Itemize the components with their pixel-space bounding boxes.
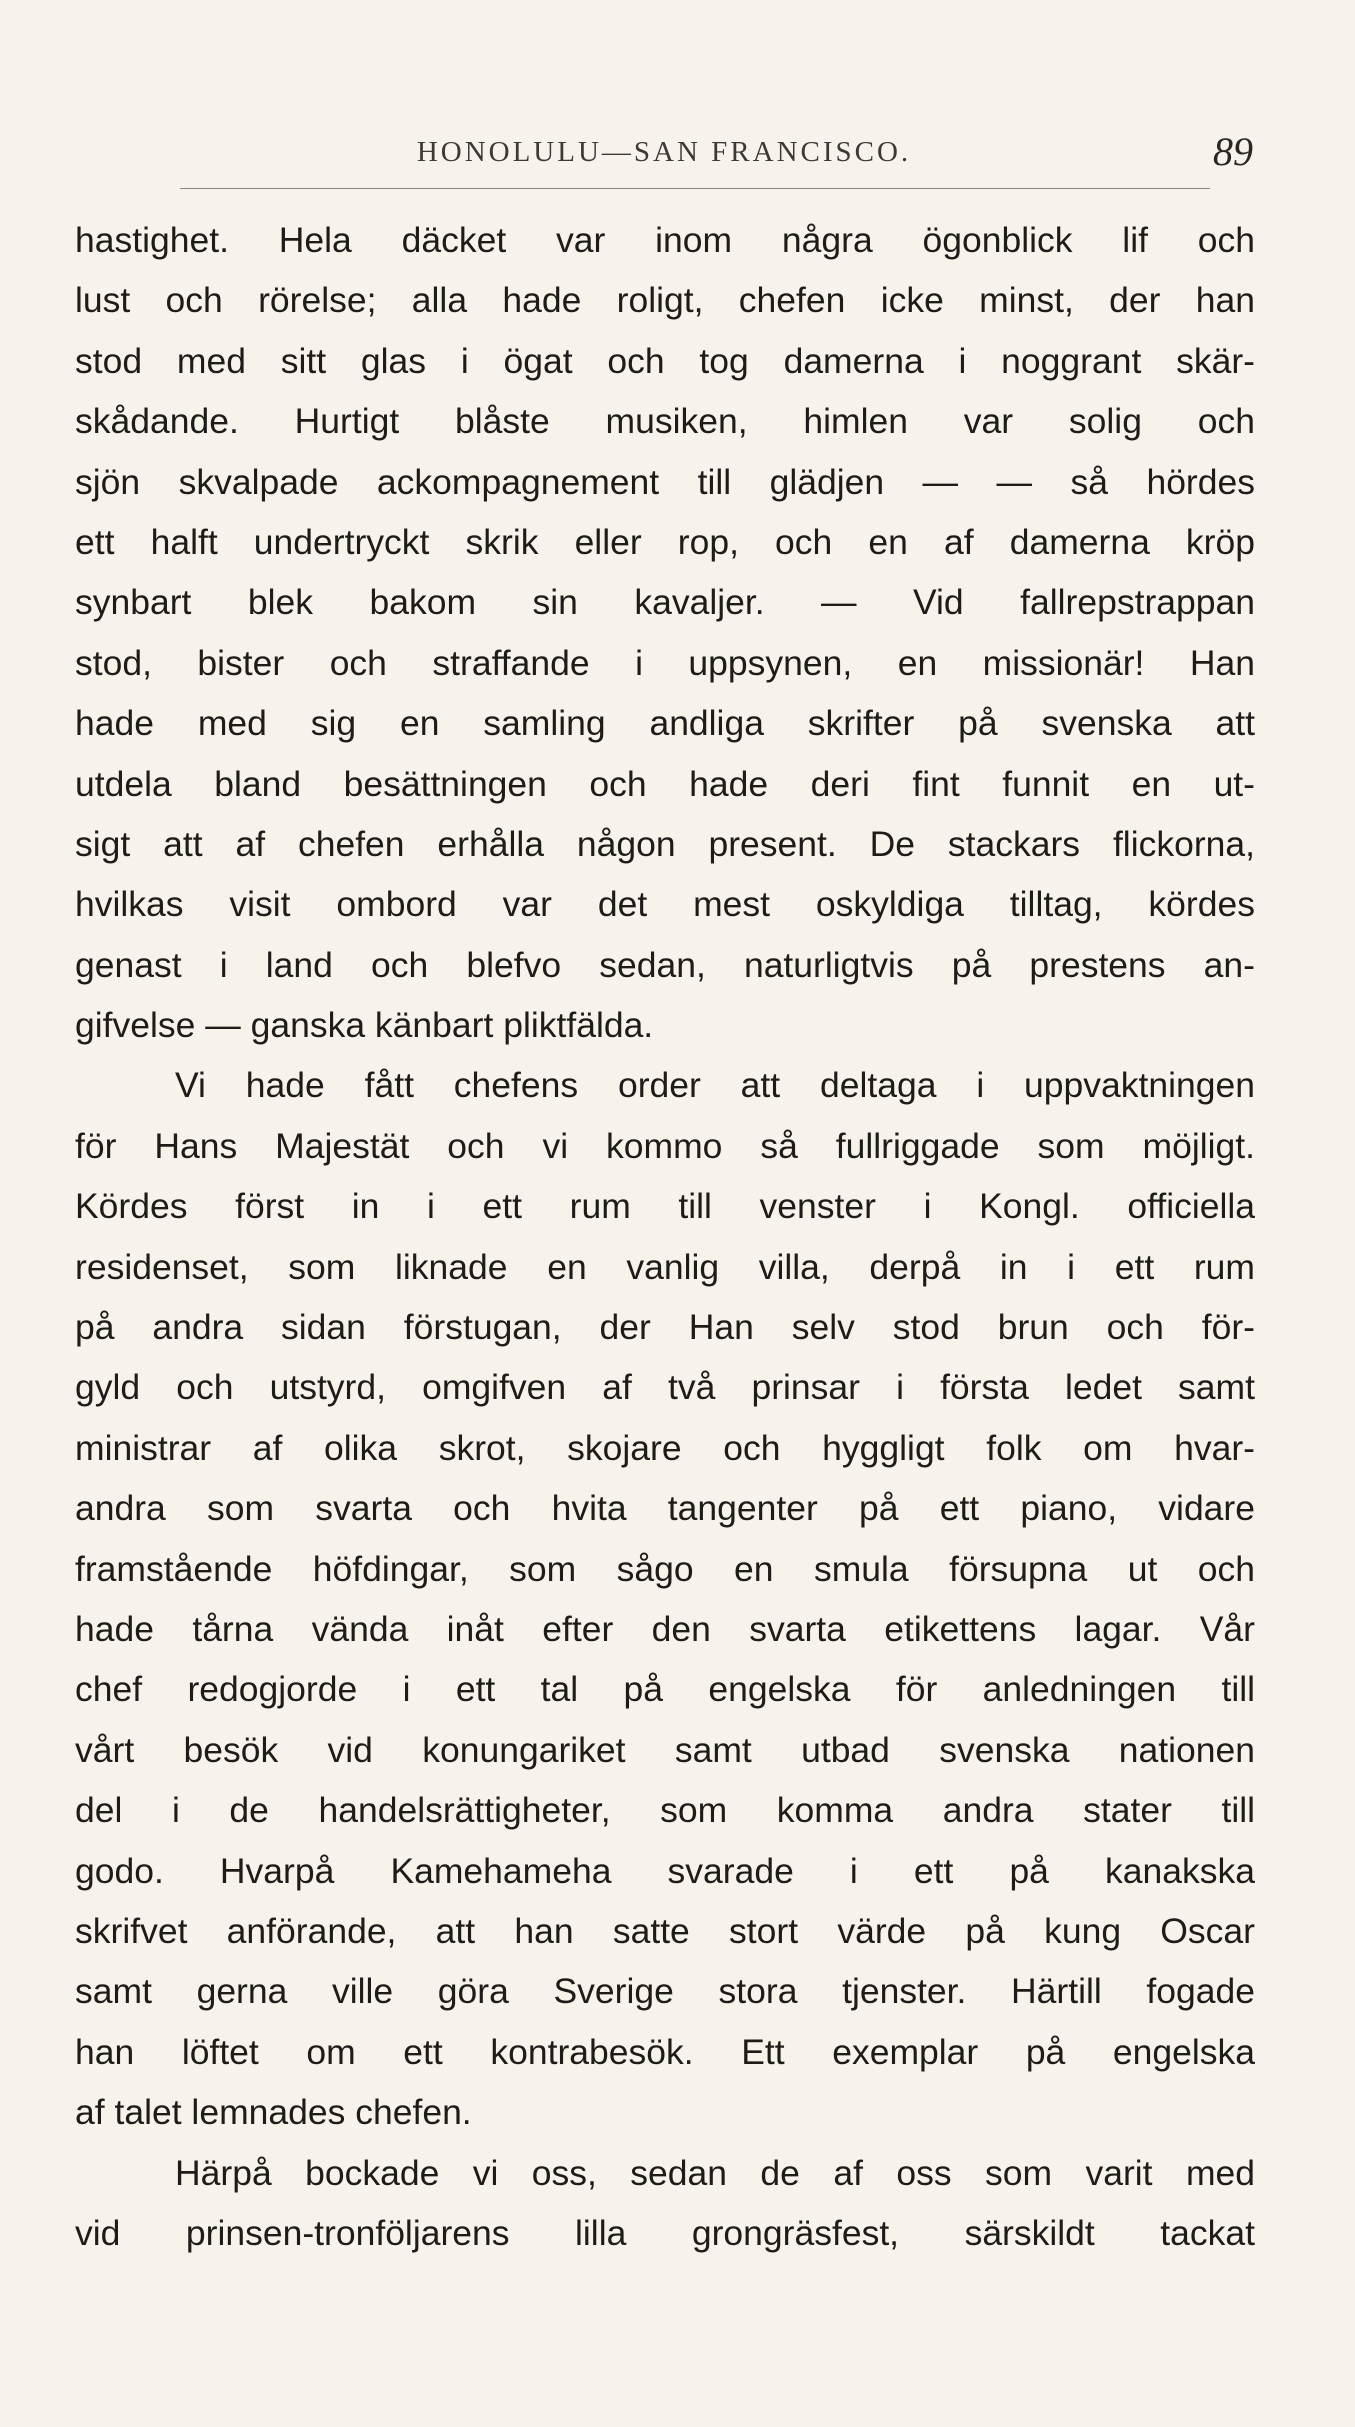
running-head: HONOLULU—SAN FRANCISCO. bbox=[416, 136, 912, 168]
text-line: sigt att af chefen erhålla någon present. De stackars flickorna, bbox=[75, 823, 1255, 864]
text-line: utdela bland besättningen och hade deri fint funnit en ut- bbox=[75, 763, 1255, 804]
text-line: genast i land och blefvo sedan, naturligtvis på prestens an- bbox=[75, 944, 1255, 985]
text-line: residenset, som liknade en vanlig villa, derpå in i ett rum bbox=[75, 1246, 1255, 1287]
text-line: ett halft undertryckt skrik eller rop, och en af damerna kröp bbox=[75, 521, 1255, 562]
text-line: del i de handelsrättigheter, som komma andra stater till bbox=[75, 1790, 1255, 1831]
text-line-paragraph-end: gifvelse — ganska känbart pliktfälda. bbox=[75, 1005, 654, 1046]
text-line: han löftet om ett kontrabesök. Ett exemplar på engelska bbox=[75, 2031, 1255, 2072]
text-line: hvilkas visit ombord var det mest oskyldiga tilltag, kördes bbox=[75, 884, 1255, 925]
text-line: synbart blek bakom sin kavaljer. — Vid fallrepstrappan bbox=[75, 582, 1255, 623]
text-line: lust och rörelse; alla hade roligt, chefen icke minst, der han bbox=[75, 280, 1255, 321]
text-line: hastighet. Hela däcket var inom några ögonblick lif och bbox=[75, 220, 1255, 260]
text-line: på andra sidan förstugan, der Han selv stod brun och för- bbox=[75, 1307, 1255, 1348]
page-number: 89 bbox=[1213, 129, 1253, 174]
text-line: Kördes först in i ett rum till venster i Kongl. officiella bbox=[75, 1186, 1255, 1227]
page-header bbox=[75, 128, 1253, 188]
text-line-paragraph-end: af talet lemnades chefen. bbox=[75, 2092, 472, 2133]
text-line: hade med sig en samling andliga skrifter på svenska att bbox=[75, 703, 1255, 744]
text-line-paragraph-start: Vi hade fått chefens order att deltaga i uppvaktningen bbox=[175, 1065, 1255, 1106]
text-line: gyld och utstyrd, omgifven af två prinsar i första ledet samt bbox=[75, 1367, 1255, 1408]
text-line: samt gerna ville göra Sverige stora tjenster. Härtill fogade bbox=[75, 1971, 1255, 2012]
text-line: vid prinsen-tronföljarens lilla grongräsfest, särskildt tackat bbox=[75, 2212, 1255, 2253]
text-line: sjön skvalpade ackompagnement till glädjen — — så hördes bbox=[75, 461, 1255, 502]
text-line: chef redogjorde i ett tal på engelska för anledningen till bbox=[75, 1669, 1255, 1710]
body-text bbox=[75, 210, 1255, 2263]
text-line: skrifvet anförande, att han satte stort värde på kung Oscar bbox=[75, 1910, 1255, 1951]
text-line: hade tårna vända inåt efter den svarta etikettens lagar. Vår bbox=[75, 1608, 1255, 1649]
text-line-paragraph-start: Härpå bockade vi oss, sedan de af oss som varit med bbox=[175, 2152, 1255, 2193]
text-line: framstående höfdingar, som sågo en smula försupna ut och bbox=[75, 1548, 1255, 1589]
text-line: skådande. Hurtigt blåste musiken, himlen var solig och bbox=[75, 401, 1255, 442]
text-line: stod med sitt glas i ögat och tog damerna i noggrant skär- bbox=[75, 340, 1255, 381]
text-line: för Hans Majestät och vi kommo så fullriggade som möjligt. bbox=[75, 1125, 1255, 1166]
text-line: ministrar af olika skrot, skojare och hyggligt folk om hvar- bbox=[75, 1427, 1255, 1468]
text-line: godo. Hvarpå Kamehameha svarade i ett på kanakska bbox=[75, 1850, 1255, 1891]
text-line: andra som svarta och hvita tangenter på ett piano, vidare bbox=[75, 1488, 1255, 1529]
text-line: vårt besök vid konungariket samt utbad svenska nationen bbox=[75, 1729, 1255, 1770]
text-line: stod, bister och straffande i uppsynen, en missionär! Han bbox=[75, 642, 1255, 683]
header-rule bbox=[180, 188, 1210, 189]
